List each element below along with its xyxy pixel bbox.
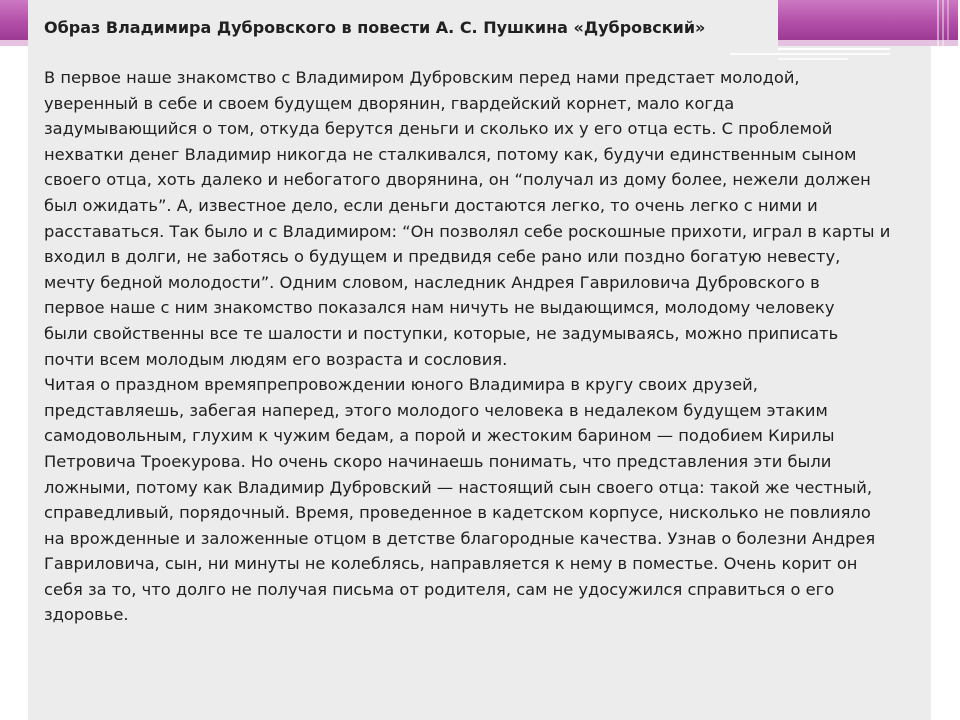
text-line: были свойственны все те шалости и поступки, которые, не задумываясь, можно приписать (44, 323, 839, 343)
text-line: задумывающийся о том, откуда берутся деньги и сколько их у его отца есть. С проблемой (44, 119, 833, 139)
corner-decoration-icon (932, 0, 960, 60)
text-line: себя за то, что долго не получая письма от родителя, сам не удосужился справиться о его (44, 579, 835, 599)
text-line: Гавриловича, сын, ни минуты не колеблясь, направляется к нему в поместье. Очень корит он (44, 554, 858, 574)
text-line: Читая о праздном времяпрепровождении юного Владимира в кругу своих друзей, (44, 375, 758, 395)
accent-line (730, 53, 890, 55)
text-line: первое наше с ним знакомство показался нам ничуть не выдающимся, молодому человеку (44, 298, 835, 318)
text-line: Петровича Троекурова. Но очень скоро начинаешь понимать, что представления эти были (44, 451, 832, 471)
text-line: здоровье. (44, 605, 129, 625)
body-text (44, 65, 924, 628)
text-line: почти всем молодым людям его возраста и сословия. (44, 349, 508, 369)
text-line: ложными, потому как Владимир Дубровский — настоящий сын своего отца: такой же честный, (44, 477, 873, 497)
text-line: самодовольным, глухим к чужим бедам, а порой и жестоким барином — подобием Кирилы (44, 426, 835, 446)
text-line: расставаться. Так было и с Владимиром: “Он позволял себе роскошные прихоти, играл в карты и (44, 221, 891, 241)
accent-line (778, 48, 890, 50)
paragraph (44, 372, 924, 628)
text-line: входил в долги, не заботясь о будущем и предвидя себе рано или поздно богатую невесту, (44, 247, 841, 267)
text-line: справедливый, порядочный. Время, проведенное в кадетском корпусе, нисколько не повлияло (44, 503, 871, 523)
accent-line (778, 58, 848, 60)
text-line: В первое наше знакомство с Владимиром Дубровским перед нами предстает молодой, (44, 68, 800, 87)
text-line: своего отца, хоть далеко и небогатого дворянина, он “получал из дому более, нежели должен (44, 170, 871, 190)
text-line: на врожденные и заложенные отцом в детстве благородные качества. Узнав о болезни Андрея (44, 528, 876, 548)
text-line: был ожидать”. А, известное дело, если деньги достаются легко, то очень легко с ними и (44, 195, 818, 215)
slide-title: Образ Владимира Дубровского в повести А. С. Пушкина «Дубровский» (44, 18, 706, 37)
text-line: мечту бедной молодости”. Одним словом, наследник Андрея Гавриловича Дубровского в (44, 272, 820, 292)
text-line: представляешь, забегая наперед, этого молодого человека в недалеком будущем этаким (44, 400, 828, 420)
paragraph (44, 65, 924, 372)
text-line: уверенный в себе и своем будущем дворянин, гвардейский корнет, мало когда (44, 93, 735, 113)
text-line: нехватки денег Владимир никогда не сталкивался, потому как, будучи единственным сыном (44, 144, 857, 164)
